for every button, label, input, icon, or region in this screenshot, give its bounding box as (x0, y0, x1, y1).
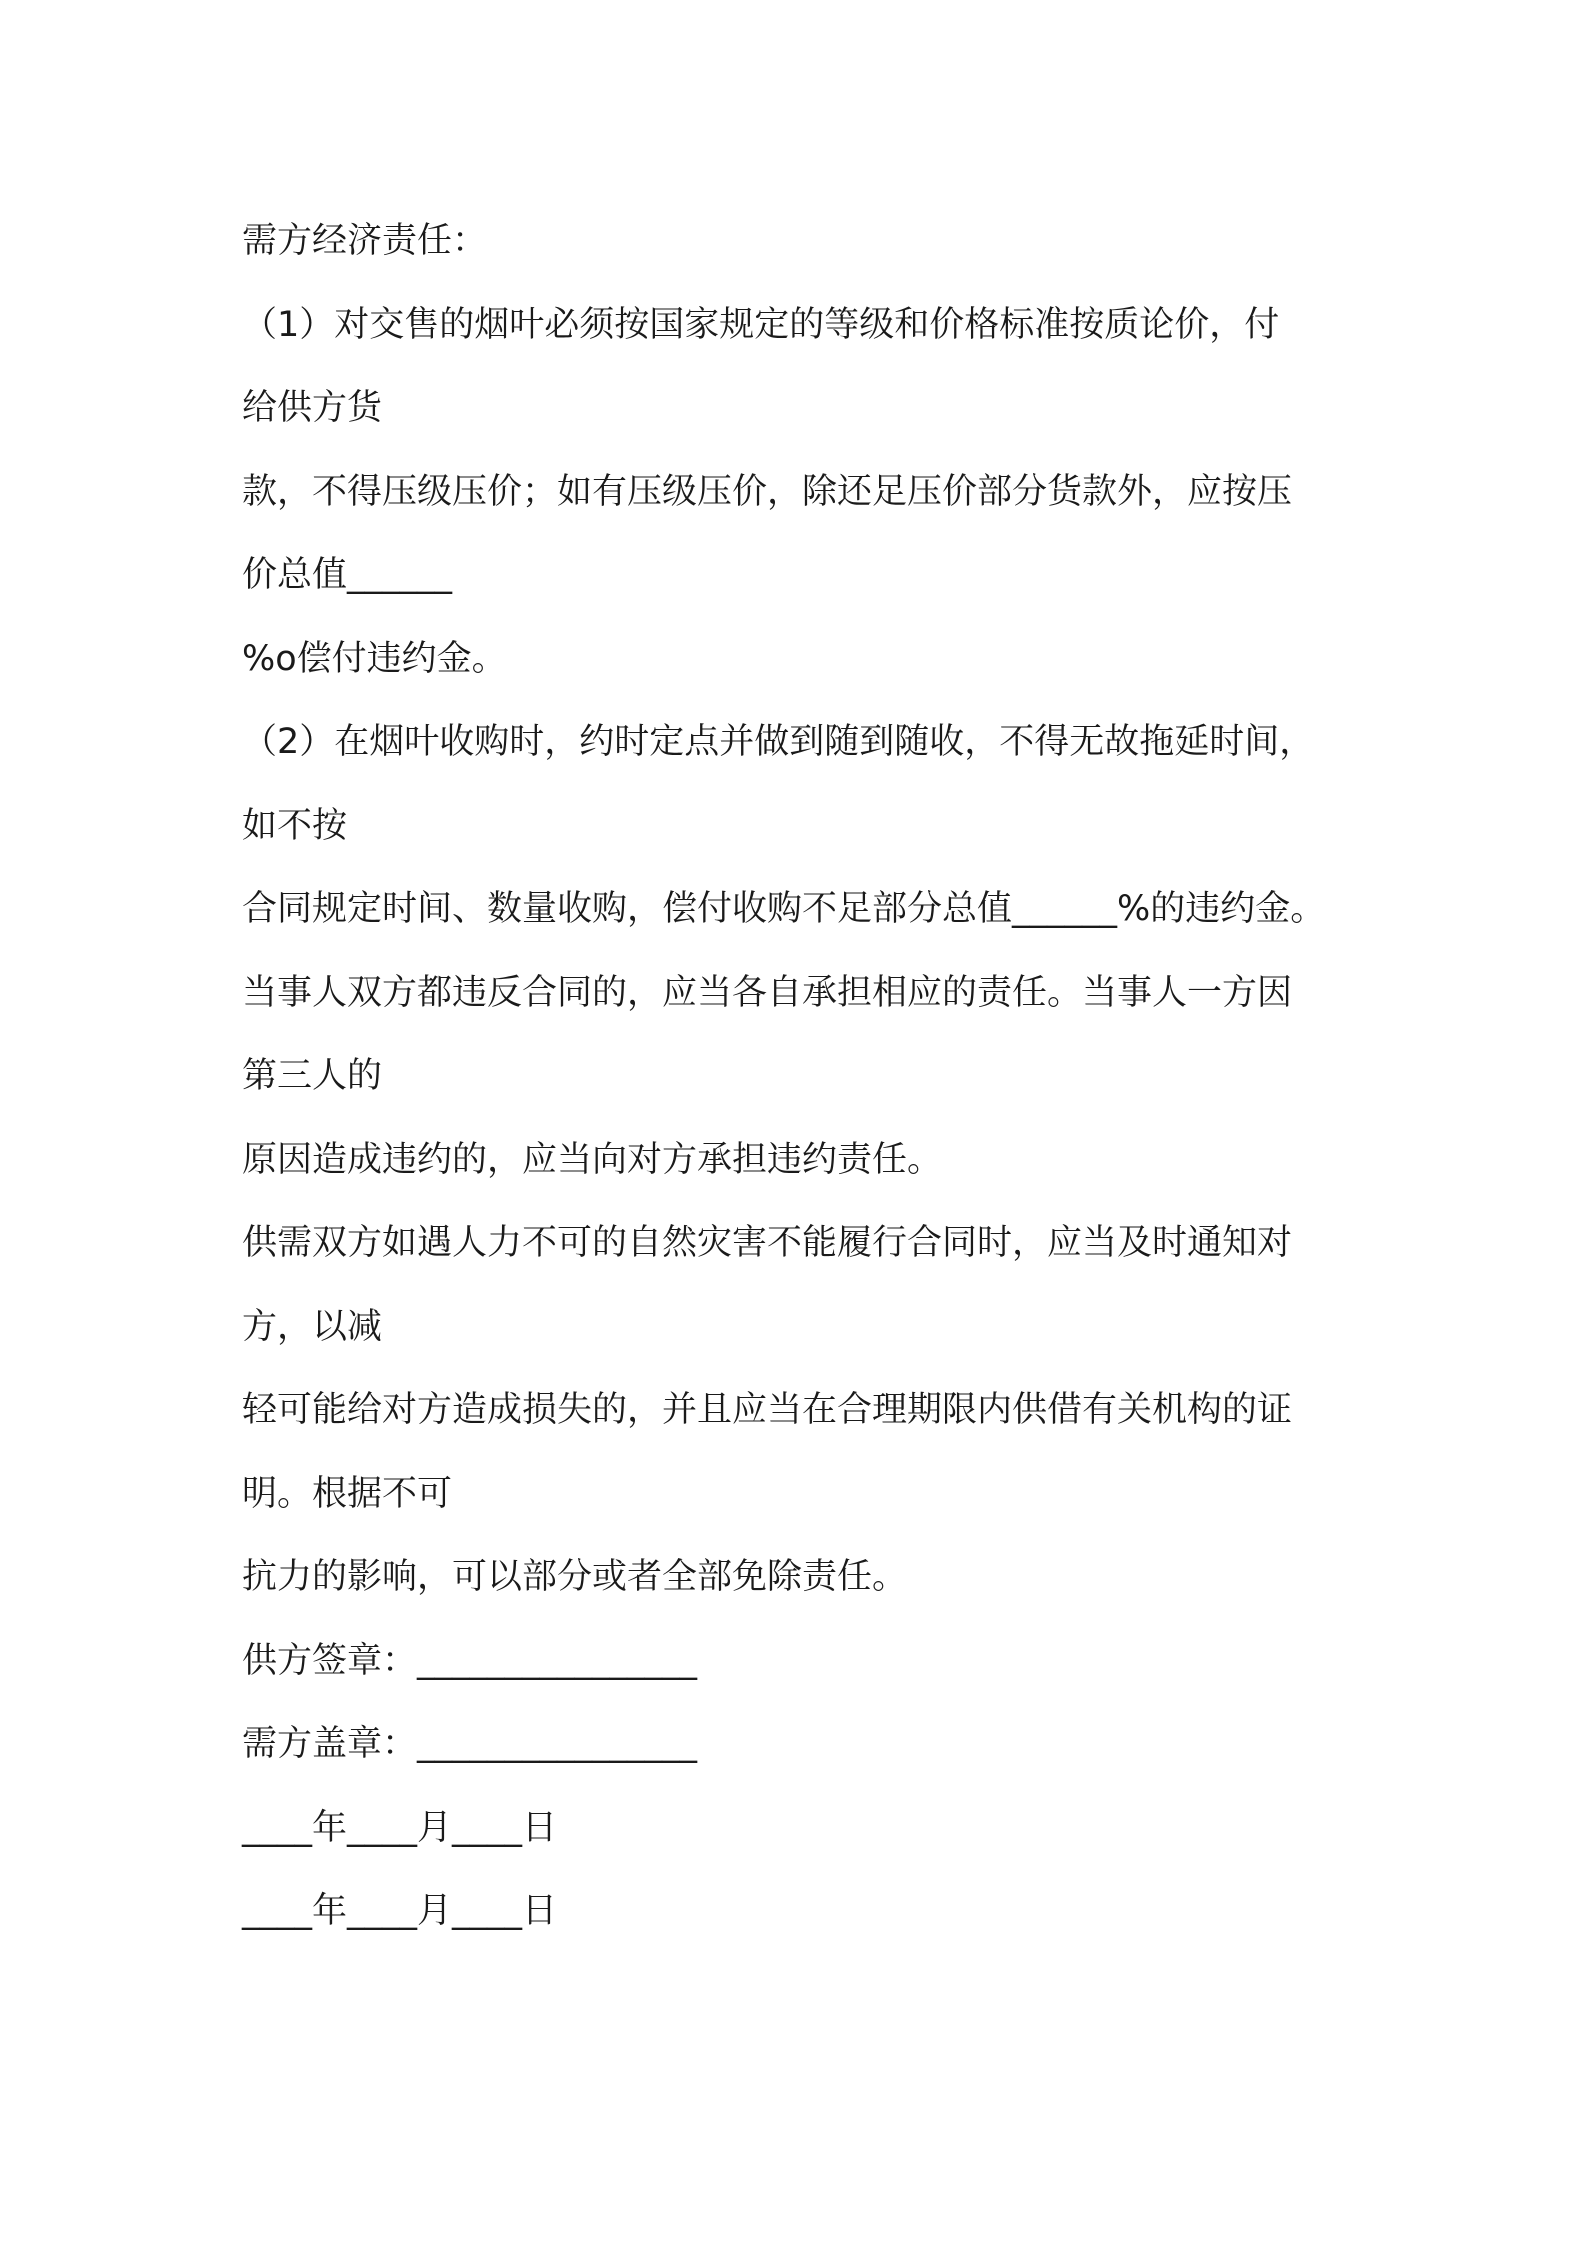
paragraph-line: 给供方货 (242, 388, 383, 428)
supplier-signature-line: 供方签章：________________ (242, 1640, 698, 1681)
paragraph-line: 供需双方如遇人力不可的自然灾害不能履行合同时，应当及时通知对 (242, 1223, 1293, 1263)
paragraph-line: 原因造成违约的，应当向对方承担违约责任。 (242, 1139, 943, 1180)
paragraph-line: 如不按 (242, 805, 348, 846)
supplier-date-line: ____年____月____日 (242, 1807, 558, 1848)
paragraph-line: 抗力的影响，可以部分或者全部免除责任。 (242, 1557, 908, 1597)
paragraph-line: （1）对交售的烟叶必须按国家规定的等级和价格标准按质论价，付 (242, 304, 1280, 345)
document-body (242, 200, 1372, 1954)
section-heading-buyer-liability: 需方经济责任： (242, 221, 488, 261)
paragraph-line: 价总值______ (242, 555, 453, 595)
buyer-date-line: ____年____月____日 (242, 1891, 558, 1931)
paragraph-line: （2）在烟叶收购时，约时定点并做到随到随收，不得无故拖延时间， (242, 722, 1315, 762)
paragraph-line: 合同规定时间、数量收购，偿付收购不足部分总值______%的违约金。 (242, 889, 1326, 929)
paragraph-line: 当事人双方都违反合同的，应当各自承担相应的责任。当事人一方因 (242, 972, 1293, 1013)
paragraph-line: 第三人的 (242, 1056, 383, 1096)
paragraph-line: 款，不得压级压价；如有压级压价，除还足压价部分货款外，应按压 (242, 471, 1293, 512)
paragraph-line: 明。根据不可 (242, 1473, 453, 1514)
paragraph-line: %o偿付违约金。 (242, 638, 507, 679)
buyer-seal-line: 需方盖章：________________ (242, 1724, 698, 1764)
paragraph-line: 轻可能给对方造成损失的，并且应当在合理期限内供借有关机构的证 (242, 1390, 1293, 1430)
paragraph-line: 方，以减 (242, 1306, 383, 1347)
